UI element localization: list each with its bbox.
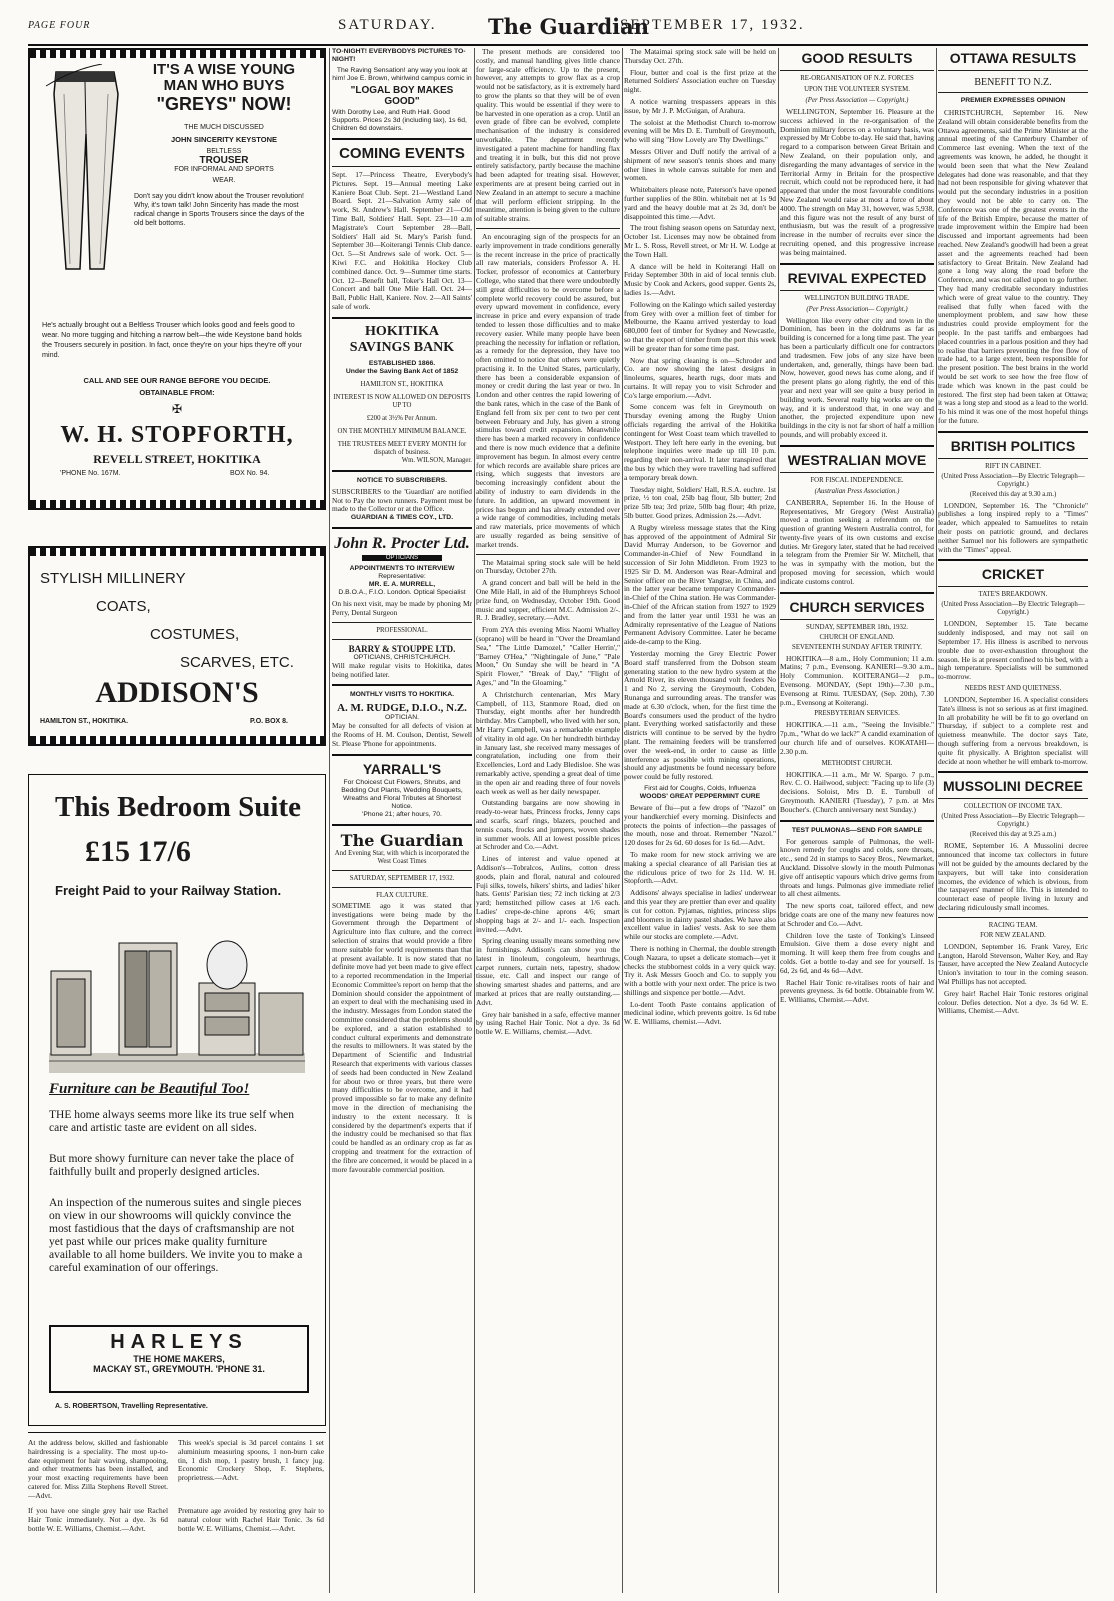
revival-pa: (Per Press Association— Copyright.) <box>806 305 908 313</box>
greys-line-5: FOR INFORMAL AND SPORTS <box>174 166 274 173</box>
item-c4-18: Addisons' always specialise in ladies' underwear and this year they are prettier than ever and quality is cut for cotton. Pyjamas, nighties, princess slips and bloomers in dainty pastel shades. We have also excellent value in ladies' vests. Ask to see them while our stocks are complete.—Advt. <box>624 888 776 942</box>
church-date: SUNDAY, SEPTEMBER 18th, 1932. <box>806 623 908 631</box>
flax-heading: FLAX CULTURE. <box>376 891 428 899</box>
harleys-slogan: Furniture can be Beautiful Too! <box>49 1081 250 1097</box>
item-c4-7: The trout fishing season opens on Saturday next, October 1st. Licenses may now be obtained from Mr L. S. Ross, Revell street, or Mr H. W. Lodge at the Town Hall. <box>624 223 776 259</box>
bank-signature: Wm. WILSON, Manager. <box>401 456 472 464</box>
westralian-sub: FOR FISCAL INDEPENDENCE. <box>810 476 904 484</box>
mussolini-ua: (United Press Association—By Electric Telegraph—Copyright.) <box>941 813 1085 829</box>
bank-monthly: ON THE MONTHLY MINIMUM BALANCE. <box>337 427 467 435</box>
harleys-sub-1: THE HOME MAKERS, <box>133 1354 225 1364</box>
racing-sub: FOR NEW ZEALAND. <box>980 931 1046 939</box>
cricket-body-2: LONDON, September 16. A specialist considers Tate's illness is not so serious as at first imagined. In all probability he will be fit to go overland on Thursday, if subject to a complete rest and quietness meanwhile. The doctor says Tate, though suffering from a nervous breakdown, is quite fit physically. A Brighton specialist will decide at noon whether he will embark to-morrow. <box>938 695 1088 766</box>
rudge-heading: MONTHLY VISITS TO HOKITIKA. <box>349 691 455 699</box>
item-c4-3: A notice warning trespassers appears in this issue, by Mr J. P. McGuigan, of Arahura. <box>624 96 776 115</box>
rudge-name: A. M. RUDGE, D.I.O., N.Z. <box>337 702 467 715</box>
church-presbyterian-services: HOKITIKA.—11 a.m., "Seeing the Invisible." 7p.m., "What do we lack?" A candid examination of our church life and of ourselves. KOKATAHI—2.30 p.m. <box>780 720 934 756</box>
addisons-line-2: COATS, <box>96 598 151 615</box>
politics-ua: (United Press Association—By Electric Telegraph—Copyright.) <box>941 472 1085 488</box>
addisons-millinery-ad <box>28 546 326 746</box>
item-c4-19: There is nothing in Chermal, the double strength Cough Nazara, to upset a delicate stomach—yet it checks the stubbornest colds in a very quick way. Try it. Ask Messrs Gooch and Co. to supply you with a bottle with your next order. The price is two shillings and sixpence per bottle.—Advt. <box>624 943 776 997</box>
harleys-para-3: An inspection of the numerous suites and single pieces on view in our showrooms will quickly convince the most fastidious that the days of craftsmanship are not yet past while our prices make quality furniture available to all home builders. We invite you to make a careful examination of our offerings. <box>49 1197 303 1274</box>
item-c4-1: The Mataimai spring stock sale will be held on Thursday Oct. 27th. <box>624 48 776 65</box>
article-trade-recovery: An encouraging sign of the prospects for an early improvement in trade conditions generally is the recent increase in the price of practically all raw materials, considers Professor A. H. Tocker, professor of economics at Canterbury College, who stated that there were undoubtedly still great difficulties to be overcome before a complete world recovery could be assured, but every upward movement in confidence, every increase in price and every expansion of trade tended to lessen those difficulties and to make recovery easier. While many people have been preaching the necessity for inflation or reflation, as a remedy for the depression, they have too often omitted to notice that others were quietly practising it. In the United States, particularly, there has been a considerable expansion of money or credit during the last year or two. In London and other centres the rapid lowering of the bank rates, which in the case of the Bank of England fell from six per cent to two per cent between February and July, has given a strong stimulus toward credit expansion. Meanwhile there has been a marked recovery in confidence and there is now much evidence that a definite improvement has begun. In almost every centre for which records are available share prices are rising, which suggests that investors are becoming increasingly confident about the ability of industry to earn dividends in the future. In addition, an upward movement in prices has begun and has already extended over a wide range of commodities, including metals and raw materials, price movements of which are usually regarded as being sensitive of market trends. <box>476 231 620 549</box>
procter-rep: Representative: <box>378 573 426 581</box>
british-politics-heading: BRITISH POLITICS <box>950 437 1076 454</box>
bank-act: Under the Saving Bank Act of 1852 <box>345 367 459 375</box>
procter-body: On his next visit, may be made by phoning Mr Perry, Dental Surgeon <box>332 599 472 617</box>
notice-premature-age: Premature age avoided by restoring grey hair to natural colour with Rachel Hair Tonic. 3s 6d bottle W. E. Williams, Chemist.—Advt. <box>178 1506 324 1533</box>
masthead <box>28 14 1088 46</box>
item-bargains: Outstanding bargains are now showing in ready-to-wear hats, Princess frocks, Jenny caps and scarfs, scarf rings, blazers, pouched and tennis coats, frocks and jumpers, woven shades in summer wools. All at lowest possible prices at Schroder and Co.—Advt. <box>476 798 620 852</box>
greys-trouser-ad <box>28 48 326 510</box>
pictures-heading: TO-NIGHT! EVERYBODYS PICTURES TO-NIGHT! <box>332 48 466 63</box>
notice-subscribers-body: SUBSCRIBERS to the 'Guardian' are notified Not to Pay the town runners. Payment must be made to the Collector or at the Office. <box>332 486 472 514</box>
notice-special: This week's special is 3d parcel contains 1 set aluminium measuring spoons, 1 non-burn cake tin, 1 dish mop, 1 pastry brush, 1 fancy jug. Economic Crockery Shop, F. Stephens, proprietress.—Advt. <box>178 1438 324 1483</box>
item-spring-cleaning: Spring cleaning usually means something new in furnishings. Addison's can show you the latest in linoleum, congoleum, hearthrugs, carpet runners, curtain nets, tapestry, shadow tissue, etc. Call and inspect our range of showing smartest shades and patterns, and are marked at prices that are really outstanding.—Advt. <box>476 936 620 1007</box>
greys-body-2: He's actually brought out a Beltless Trouser which looks good and feels good to wear. No more tugging and hitching a narrow belt—the wide Keystone band holds the Trousers securely in position. In fact, once they're on your hips they're off your mind. <box>42 320 302 359</box>
column-five <box>780 48 934 1593</box>
harleys-name-box <box>49 1325 309 1393</box>
church-heading: CHURCH SERVICES <box>789 598 925 615</box>
item-c4-11: Some concern was felt in Greymouth on Thursday evening among the Rugby Union officials regarding the arrival of the Hokitika contingent for West Coast team which travelled to Westport. They left here early in the evening, but telephone inquiries were made up till 10 p.m. regarding their non-arrival. It later transpired that the bus by which they were travelling had suffered a temporary break down. <box>624 402 776 482</box>
addisons-line-1: STYLISH MILLINERY <box>40 570 186 587</box>
notice-hairdressing: At the address below, skilled and fashionable hairdressing is a speciality. The most up-to-date equipment for hair waving, shampooing, and other treatments has been installed, and your most exacting requirements have been catered for. Miss Zilla Stephens Revell Street.—Advt. <box>28 1438 168 1500</box>
yarrall-body: For Choicest Cut Flowers, Shrubs, and Bedding Out Plants, Wedding Bouquets, Wreaths and Floral Tributes at Shortest Notice. <box>341 778 463 810</box>
pictures-line-1: The Raving Sensation! any way you look at him! Joe E. Brown, whirlwind campus comic in <box>332 67 472 82</box>
column-rule <box>778 48 779 1593</box>
greys-line-1: THE MUCH DISCUSSED <box>184 124 264 131</box>
revival-heading: REVIVAL EXPECTED <box>787 269 927 286</box>
notice-subscribers-sig: GUARDIAN & TIMES COY., LTD. <box>350 514 454 522</box>
ottawa-body: CHRISTCHURCH, September 16. New Zealand will obtain considerable benefits from the Ottawa agreements, said the Prime Minister at the annual meeting of the Canterbury Chamber of Commerce last evening. When the text of the agreements was known, he added, he thought it would been seen that what the New Zealand delegates had done was reasonable, and that they had not been responsible for giving whatever that would put the secondary industries in a position they would not be able to carry on. The Conference was one of the greatest events in the life of the British Empire, because the matter of trade improvement within the Empire had been discussed and important agreements had been reached. New Zealand's goodwill had been a great asset and the agreements reached had been satisfactory to Great Britain. New Zealand had gone a long way along the road before the Conference, and was not called upon to go further. They had many creditable secondary industries which were of great value to the country. They realised that fully when faced with the unemployment problem, and saw how these industries could provide employment for the people. In the past tariffs and embargoes had placed countries in a parlous position and they had to realise that barriers preventing the free flow of trade had, to a large extent, been responsible for the present position. The best brains in the world would be set work to see how the free flow of trade which was known in the past could be restored. The first step had been taken at Ottawa; it was a long step and stood as a lead to the world. To his mind it was one of the most hopeful things for the future. <box>938 108 1088 425</box>
revival-body: Wellington like every other city and town in the Dominion, has been in the doldrums as far as building is concerned for a long time past. The year has been a particularly difficult one for contractors and tradesmen. Few jobs of any size have been undertaken, and, generally, things have been bad. Now, however, good news has come along, and if the present plans go along rightly, the end of this year and next year will see quite a busy period in building work. Several really big works are on the way, and it is understood that, in one way and another, the projected expenditure upon new buildings in the city is not far short of half a million pounds, and will probably exceed it. <box>780 315 934 439</box>
yarrall-name: YARRALL'S <box>362 760 442 777</box>
cricket-body-1: LONDON, September 15. Tate became suddenly indisposed, and may not sail on September 17. His illness is ascribed to nervous trouble due to over-exhaustion throughout the season. He is at present confined to his bed, with a high temperature. Specialists will be summoned to-morrow. <box>938 619 1088 682</box>
column-advertisements <box>28 48 326 1593</box>
harleys-furniture-ad <box>28 774 326 1426</box>
coming-events-list: Sept. 17—Princess Theatre, Everybody's Pictures. Sept. 19—Annual meeting Lake Kaniere Boat Club. Sept. 21—Westland Land Board. Sept. 21—Salvation Army sale of work, St. Andrew's Hall. September 21—Old Time Ball, Soldiers' Hall. Sept. 23—10 a.m Magistrate's Court September 28—Ball, Soldiers' Hall aid St. Mary's Parish fund. September 30—Koiterangi Tennis Club dance. Oct. 5—St Andrews sale of work. Oct. 5—Kiwi F.C. and Hokitika Hockey Club combined dance. Oct. 9—Summer time starts. Oct. 12—Benefit ball, Toker's Hall Oct. 13—Concert and ball One Mile Hall. Oct. 24—Ball, Public Hall, Kaniere. Nov. 2—All Saints' sale of work. <box>332 170 472 311</box>
ornament-icon: ✠ <box>171 402 183 416</box>
ottawa-sub-2: PREMIER EXPRESSES OPINION <box>960 97 1066 104</box>
cricket-ua: (United Press Association—By Electric Telegraph—Copyright.) <box>941 601 1085 617</box>
bank-interest: INTEREST IS NOW ALLOWED ON DEPOSITS UP TO <box>333 393 471 409</box>
yarrall-phone: 'Phone 21; after hours, 70. <box>362 810 442 818</box>
harleys-freight: Freight Paid to your Railway Station. <box>55 883 282 898</box>
greys-line-4: TROUSER <box>199 155 249 166</box>
bank-established: ESTABLISHED 1866. <box>368 359 436 367</box>
church-methodist-services: HOKITIKA.—11 a.m., Mr W. Spargo. 7 p.m., Rev. C. O. Hailwood, subject: "Facing up to life (3) decisions. Soloist, Mrs D. E. Turnbull of Greymouth. KANIERI (Tuesday), 7 p.m. at Mrs Boucher's. (Church anniversary next Sunday.) <box>780 769 934 814</box>
procter-name: MR. E. A. MURRELL, <box>368 581 436 589</box>
procter-sub: OPTICIANS <box>362 555 442 561</box>
item-c4-10: Now that spring cleaning is on—Schroder and Co. are now showing the latest designs in linoleums, squares, hearth rugs, door mats and curtains. It will repay you to visit Schroder and Co's large emporium.—Advt. <box>624 355 776 400</box>
item-c4-12: Tuesday night, Soldiers' Hall, R.S.A. euchre. 1st prize, ½ ton coal, 25lb bag flour, 5lb butter; 2nd prize 5lb tea; 3rd prize, 50lb bag flour; 4th prize, 5lb butter. Good prizes. Admission 2s.—Advt. <box>624 484 776 521</box>
church-methodist: METHODIST CHURCH. <box>821 759 893 767</box>
bank-heading-1: HOKITIKA <box>365 323 439 339</box>
mussolini-sub: COLLECTION OF INCOME TAX. <box>963 803 1063 811</box>
coming-events-heading: COMING EVENTS <box>339 145 465 162</box>
procter-appointments: APPOINTMENTS TO INTERVIEW <box>349 565 455 573</box>
woods-title: WOODS' GREAT PEPPERMINT CURE <box>639 792 761 800</box>
westralian-body: CANBERRA, September 16. In the House of Representatives, Mr Gregory (West Australia) moved a motion seeking a referendum on the question of granting Western Australia control, for twenty-five years of its own customs and excise duties. Mr Gregory later, stated that he had received a telegram from the Premier Sir W. Mitchell, that he was in sympathy with the motion, but the proposed moving for secession, which would indicate customs control. <box>780 497 934 586</box>
addisons-address: HAMILTON ST., HOKITIKA. <box>40 718 129 725</box>
mussolini-heading: MUSSOLINI DECREE <box>942 778 1083 795</box>
bank-rate: £200 at 3½% Per Annum. <box>366 414 438 422</box>
harleys-para-2: But more showy furniture can never take the place of faithfully built and properly designed articles. <box>49 1153 294 1178</box>
good-results-sub-1: RE-ORGANISATION OF N.Z. FORCES <box>800 75 914 82</box>
mussolini-received: (Received this day at 9.25 a.m.) <box>969 831 1057 839</box>
greys-headline-2: MAN WHO BUYS <box>163 77 285 94</box>
column-rule <box>329 48 330 1593</box>
column-three <box>476 48 620 1593</box>
church-sunday: SEVENTEENTH SUNDAY AFTER TRINITY. <box>792 643 922 651</box>
item-c4-9: Following on the Kalingo which sailed yesterday from Grey with over a million feet of timber for Melbourne, the Kaanu arrived yesterday to load 680,000 feet of timber for Sydney and Newcastle, so that the export of timber from the port this week will be greater than for some time past. <box>624 299 776 353</box>
item-c4-20: Lo-dent Tooth Paste contains application of medicinal iodine, which prevents goitre. 1s 6d tube W. E. Williams, chemist.—Advt. <box>624 999 776 1027</box>
rudge-sub: OPTICIAN. <box>385 714 419 722</box>
ottawa-sub-1: BENEFIT TO N.Z. <box>974 77 1052 88</box>
column-rule <box>936 48 937 1593</box>
greys-obtain: OBTAINABLE FROM: <box>139 388 215 397</box>
item-grey-hair-2: Grey hair! Rachel Hair Tonic restores original colour. Defies detection. Not a dye. 3s 6d W. E. Williams, Chemist.—Advt. <box>938 988 1088 1016</box>
rudge-body: May be consulted for all defects of vision at the Rooms of H. M. Coulson, Dentist, Sewell St. Please 'Phone for appointments. <box>332 721 472 748</box>
barry-name: BARRY & STOUPPE LTD. <box>348 643 456 654</box>
page-number: PAGE FOUR <box>28 20 91 31</box>
masthead-day: SATURDAY. <box>338 17 437 33</box>
church-presbyterian: PRESBYTERIAN SERVICES. <box>814 710 900 718</box>
stopforth-street: REVELL STREET, HOKITIKA <box>93 452 261 466</box>
mussolini-body: ROME, September 16. A Mussolini decree announced that income tax collectors in future will not be guided by the amounts declared by the taxpayers, but will take into consideration incomes, the evidence of which is obvious, from the taxpayers' manner of life. This is intended to counteract ease of people living in luxury and declaring ridiculously small incomes. <box>938 841 1088 912</box>
westralian-heading: WESTRALIAN MOVE <box>787 451 927 468</box>
ad-border <box>30 548 324 556</box>
politics-sub: RIFT IN CABINET. <box>985 462 1041 470</box>
cricket-heading: CRICKET <box>981 566 1045 583</box>
barry-sub: OPTICIANS, CHRISTCHURCH. <box>353 653 451 661</box>
bank-trustees: THE TRUSTEES MEET EVERY MONTH for dispatch of business. <box>337 440 467 456</box>
barry-body: Will make regular visits to Hokitika, dates being notified later. <box>332 660 472 679</box>
addisons-line-3: COSTUMES, <box>150 626 240 643</box>
ottawa-heading: OTTAWA RESULTS <box>949 50 1077 66</box>
item-linseed: Children love the taste of Tonking's Linseed Emulsion. Give them a dose every night and morning. It will keep them free from coughs and colds. Get a bottle to-day and see for yourself. 1s 6d, 2s 6d, and 4s 6d—Advt. <box>780 930 934 975</box>
item-radio: From 2YA this evening Miss Naomi Whalley (soprano) will be heard in "Over the Dreamland Sea," "The Little Damozel," "Caller Herrin'," "Barney O'Hea," "Nightingale of June," "Pale Moon," On Sunday she will be heard in "A Spirit Flower," "Break of Day," "Flight of Ages," and "In the Gloaming." <box>476 625 620 687</box>
column-two <box>332 48 472 1593</box>
ad-border <box>30 736 324 744</box>
cricket-sub-2: NEEDS REST AND QUIETNESS. <box>964 685 1062 693</box>
item-c4-16: Beware of fluׂ—put a few drops of "Nazol" on your handkerchief every morning. Disinfects and protects the points of infection—the passages of the mouth, nose and throat. Remember "Nazol." 120 doses for 2s 6d. 60 doses for 1s 6d.—Advt. <box>624 802 776 848</box>
harleys-name: HARLEYS <box>110 1331 248 1353</box>
harleys-headline: This Bedroom Suite <box>55 791 302 823</box>
harleys-rep: A. S. ROBERTSON, Travelling Representative. <box>55 1403 208 1410</box>
harleys-para-1: THE home always seems more like its true self when care and artistic taste are evident on all sides. <box>49 1109 294 1134</box>
revival-sub: WELLINGTON BUILDING TRADE. <box>804 294 910 302</box>
bank-place: HAMILTON ST., HOKITIKA <box>360 380 444 388</box>
item-c4-6: Whitebaiters please note, Paterson's have opened further supplies of the 80in. whitebait net at 1s 9d yard and the heavy double mat at 2s 3d, don't be disappointed this time.—Advt. <box>624 185 776 221</box>
greys-line-3: BELTLESS <box>206 148 242 155</box>
harleys-sub-2: MACKAY ST., GREYMOUTH. 'PHONE 31. <box>93 1364 265 1374</box>
item-c4-4: The soloist at the Methodist Church to-morrow evening will be Mrs D. E. Turnbull of Greymouth, who will sing "How Lovely are Thy Dwellings." <box>624 117 776 145</box>
item-c4-5: Messrs Oliver and Duff notify the arrival of a shipment of new season's tennis shoes and many other lines in whole canvas suitable for men and women. <box>624 146 776 183</box>
article-flax-continued: The present methods are considered too costly, and manual handling gives little chance for large-scale efficiency. Up to the present, however, any attempts to grow flax as a crop would not be satisfactory, as it is extremely hard to grow the plants so that they will be of even quality. This would be essential if they were to be harvested in one operation as a crop. Until an even grade of fibre can be evolved, complete mechanisation of the industry is considered unworkable. The department recently investigated a patent machine for handling flax and treating it in bulk, but this did not prove entirely satisfactory, partly because the machine had been adapted for treating sisal. However, experiments are at present being carried out in New Zealand in an attempt to secure a machine that will perform efficient stripping. In the meantime, attention is being given to the culture of suitable strains. <box>476 48 620 224</box>
greys-body-1: Don't say you didn't know about the Trouser revolution! Why, it's town talk! John Sincerity has made the most radical change in Sports Trousers since the days of the old belt bottoms. <box>134 193 305 227</box>
item-c4-8: A dance will be held in Koiterangi Hall on Friday September 30th in aid of local tennis club. Music by Cook and Ackers, good supper. Gents 2s, ladies 1s.—Advt. <box>624 261 776 297</box>
westralian-pa: (Australian Press Association.) <box>814 487 900 495</box>
stopforth-phone: 'PHONE No. 167M. <box>60 470 121 477</box>
greys-line-2: JOHN SINCERITY KEYSTONE <box>171 135 277 144</box>
column-four <box>624 48 776 1593</box>
item-addisons-lines: Lines of interest and value opened at Addison's—Tobralcos, Aulins, cotton dress goods, plain and floral, natural and coloured Fuji silks, towels, hikers' shirts, and ladies' hiker hats. Gents' Parisian ties; 72 inch ticking at 2/3 yard; hemstitched pillow cases at 1/6 each. Ladies' crepe-de-chine aprons 4/6; smart shopping bags at 2/- and 1/- each. Inspection invited.—Advt. <box>476 854 620 934</box>
notice-subscribers-heading: NOTICE TO SUBSCRIBERS. <box>356 476 448 484</box>
item-c4-2: Flour, butter and coal is the first prize at the Returned Soldiers' Association euchre on Tuesday night. <box>624 67 776 95</box>
guardian-sub: And Evening Star, with which is incorporated the West Coast Times <box>334 849 470 865</box>
racing-heading: RACING TEAM. <box>988 921 1038 929</box>
item-stock-sale: The Mataimai spring stock sale will be held on Thursday, October 27th. <box>476 557 620 576</box>
procter-quals: D.B.O.A., F.I.O. London. Optical Specialist <box>338 589 466 597</box>
column-rule <box>474 48 475 1593</box>
pictures-title: "LOGAL BOY MAKES GOOD" <box>350 85 454 107</box>
bank-heading-2: SAVINGS BANK <box>349 339 455 355</box>
masthead-date: SEPTEMBER 17, 1932. <box>620 17 805 33</box>
item-c4-17: To make room for new stock arriving we are making a special clearance of all Parisian ties at the ridiculous price of two for 2s 11d. W. H. Stopforth.—Advt. <box>624 849 776 886</box>
guardian-title: The Guardian <box>340 830 464 850</box>
stopforth-name: W. H. STOPFORTH, <box>60 422 294 448</box>
politics-body: LONDON, September 16. The "Chronicle" publishes a long inspired reply to a "Times" leader, which appealed to Samuelites to retain their posts on patriotic ground, and declares neither Samuel nor his followers are sympathetic with the "Times" appeal. <box>938 500 1088 554</box>
pictures-line-2: With Dorothy Lee, and Ruth Hall. Good Supports. Prices 2s 3d (including tax), 1s 6d, Children 6d downstairs. <box>332 109 467 132</box>
church-coe-services: HOKITIKA—8 a.m., Holy Communion; 11 a.m. Matins; 7 p.m., Evensong. KANIERI—9.30 a.m., Holy Communion. KOITERANGI—2 p.m., Evensong. MONDAY, (Sept 19th)—7.30 p.m., Evensong at Rimu. TUESDAY, (Sep. 20th), 7.30 p.m., Evensong at Koiterangi. <box>780 653 934 707</box>
addisons-line-4: SCARVES, ETC. <box>180 654 294 671</box>
addisons-name: ADDISON'S <box>95 676 259 709</box>
good-results-pa: (Per Press Association — Copyright.) <box>805 97 909 104</box>
professional-heading: PROFESSIONAL. <box>376 626 428 634</box>
pulmonas-heading: TEST PULMONAS—SEND FOR SAMPLE <box>791 826 923 834</box>
good-results-heading: GOOD RESULTS <box>801 50 913 66</box>
pulmonas-body: For generous sample of Pulmonas, the well-known remedy for coughs and colds, sore throats, etc., send 2d in stamps to Sacey Bros., Newmarket, Auckland. Dissolve slowly in the mouth Pulmonas give off antiseptic vapours which drive germs from throats and lungs. Pulmonas give immediate relief to all chest ailments. <box>780 836 934 899</box>
ad-border <box>30 500 324 508</box>
stopforth-box: BOX No. 94. <box>230 470 270 477</box>
woods-line: First aid for Coughs, Colds, Influenza <box>644 784 756 792</box>
trousers-illustration <box>44 64 128 274</box>
column-six <box>938 48 1088 1593</box>
masthead-title: The Guardian <box>488 14 649 39</box>
cricket-sub: TATE'S BREAKDOWN. <box>978 591 1048 599</box>
greys-call: CALL AND SEE OUR RANGE BEFORE YOU DECIDE. <box>83 376 271 385</box>
bedroom-suite-illustration <box>49 923 305 1073</box>
bottom-notices <box>28 1433 326 1543</box>
item-sports-coat: The new sports coat, tailored effect, and new bridge coats are one of the many new features now at Schroder and Co.—Advt. <box>780 901 934 928</box>
notice-grey-hair: If you have one single grey hair use Rachel Hair Tonic immediately. Not a dye. 3s 6d bottle W. E. Williams, Chemist.—Advt. <box>28 1506 168 1533</box>
racing-body: LONDON, September 16. Frank Varey, Eric Langton, Harold Stevenson, Walter Key, and Ray Tauser, have accepted the New Zealand Autocycle Union's invitation to tour in the coming season. Wal Phillips has not accepted. <box>938 941 1088 986</box>
church-coe: CHURCH OF ENGLAND. <box>819 633 895 641</box>
greys-headline-3: "GREYS" NOW! <box>156 94 292 114</box>
item-hair-tonic: Rachel Hair Tonic re-vitalises roots of hair and prevents greyness. 3s 6d bottle. Obtainable from W. E. Williams, Chemist.—Advt. <box>780 977 934 1005</box>
good-results-body: WELLINGTON, September 16. Pleasure at the success achieved in the re-organisation of the Dominion military forces on a voluntary basis, was expressed by Mr Cobbe to-day. He said that, having regard to a comparison between Great Britain and New Zealand, on their population only, and disregarding the many advantages of service in the Territorial Army in Britain for the prospective recruit, which could not be reproduced here, it had appeared that under the most favourable conditions New Zealand would raise at most a force of about 4000. The strength on May 31, however, was 5,938, and this figure was not the result of any burst of enthusiasm, but was the result of a progressive increase in the number of recruits ever since the recruiting opened, and this progressive increase was being maintained. <box>780 107 934 257</box>
flax-body: SOMETIME ago it was stated that investigations were being made by the Government through the Department of Agriculture into flax culture, and the correct selection of strains that would provide a fibre more suitable for world requirements than that at present available. It is now stated that no definite move had yet been made to give effect to a reported recommendation in the Imperial Economic Committee's report on hemp that the Dominion should consider the appointment of an expert to deal with the mechanising used in the industry. Messages from London stated the committee considered that the problems should be explored, and a station established to conduct cultural experiments and demonstrate the results to millowners. It was stated by the Department of Scientific and Industrial Research that experiments with various classes of seeds had been conducted in New Zealand for about two or three years, but there were many difficulties to be overcome, and it had proved impossible so far to make any definite move in the direction of mechanising the industry to the extent necessary. It is considered by the department's experts that if the industry could be mechanised so that flax could be handled as an ordinary crop as far as cropping and treatment for the extraction of the fibre are concerned, it would be placed in a more favourable commercial position. <box>332 900 472 1174</box>
politics-received: (Received this day at 9.30 a.m.) <box>969 490 1057 498</box>
guardian-date: SATURDAY, SEPTEMBER 17, 1932. <box>349 874 455 882</box>
ad-border <box>30 50 324 58</box>
greys-headline-1: IT'S A WISE YOUNG <box>152 61 296 78</box>
item-concert: A grand concert and ball will be held in the One Mile Hall, in aid of the Humphreys School prize fund, on Wednesday, October 19th. Good music and supper, efficient M.C. Admission 2/-. R. J. Bradley, secretary.—Advt. <box>476 578 620 623</box>
item-c4-13: A Rugby wireless message states that the King has approved of the appointment of Admiral Sir David Murray Anderson, to be Governor and Commander-in-Chief of New Foundland in succession of Sir John Middleton. From 1923 to 1925 Sir D. M. Anderson was Rear-Admiral and Senior officer on the River Yangtse, in China, and in the latter year became temporary Commander-in-Chief of the China station. He was Commander-in-Chief of the African station from 1927 to 1929 and from the latter year until 1931 he was an Admiralty representative of the League of Nations Permanent Advisory Committee. Later he became aide-de-camp to the King. <box>624 522 776 647</box>
item-centenarian: A Christchurch centenarian, Mrs Mary Campbell, of 113, Stanmore Road, died on Thursday, eight months after her hundredth birthday. Mrs Campbell, who lived with her son, Mr Harry Campbell, was a remarkable example of vitality in old age. On her hundredth birthday in January last, she received many messages of congratulation, including one from their Excellencies, Lord and Lady Bledisloe. She was remarkably active, spending a great deal of time in the open air and reading three of four novels each week as well as her daily newspaper. <box>476 689 620 796</box>
column-rule <box>622 48 623 1593</box>
item-grey-hair: Grey hair banished in a safe, effective manner by using Rachel Hair Tonic. Not a dye. 3s 6d bottle W. E. Williams, chemist.—Advt. <box>476 1009 620 1037</box>
addisons-box: P.O. BOX 8. <box>250 718 288 725</box>
item-c4-14: Yesterday morning the Grey Electric Power Board staff transferred from the Dobson steam generating station to the new hydro system at the Arnold River, its eleven thousand volt feeders No 1 and No 2, serving the Greymouth, Cobden, Runanga and surrounding areas. The transfer was made at 6.30 o'clock, when, for the first time the Board's consumers used the product of the hydro plant. Everything worked satisfactorily and these districts will continue to be served by the hydro plant. The remaining feeders will be transferred over the week-end, in order to cause as little interference as possible with mining operations, should any adjustments be found necessary before power could be fully restored. <box>624 649 776 782</box>
good-results-sub-2: UPON THE VOLUNTEER SYSTEM. <box>804 86 910 93</box>
harleys-price: £15 17/6 <box>85 835 191 868</box>
procter-logo: John R. Procter Ltd. <box>334 535 470 553</box>
greys-line-6: WEAR. <box>212 177 236 184</box>
